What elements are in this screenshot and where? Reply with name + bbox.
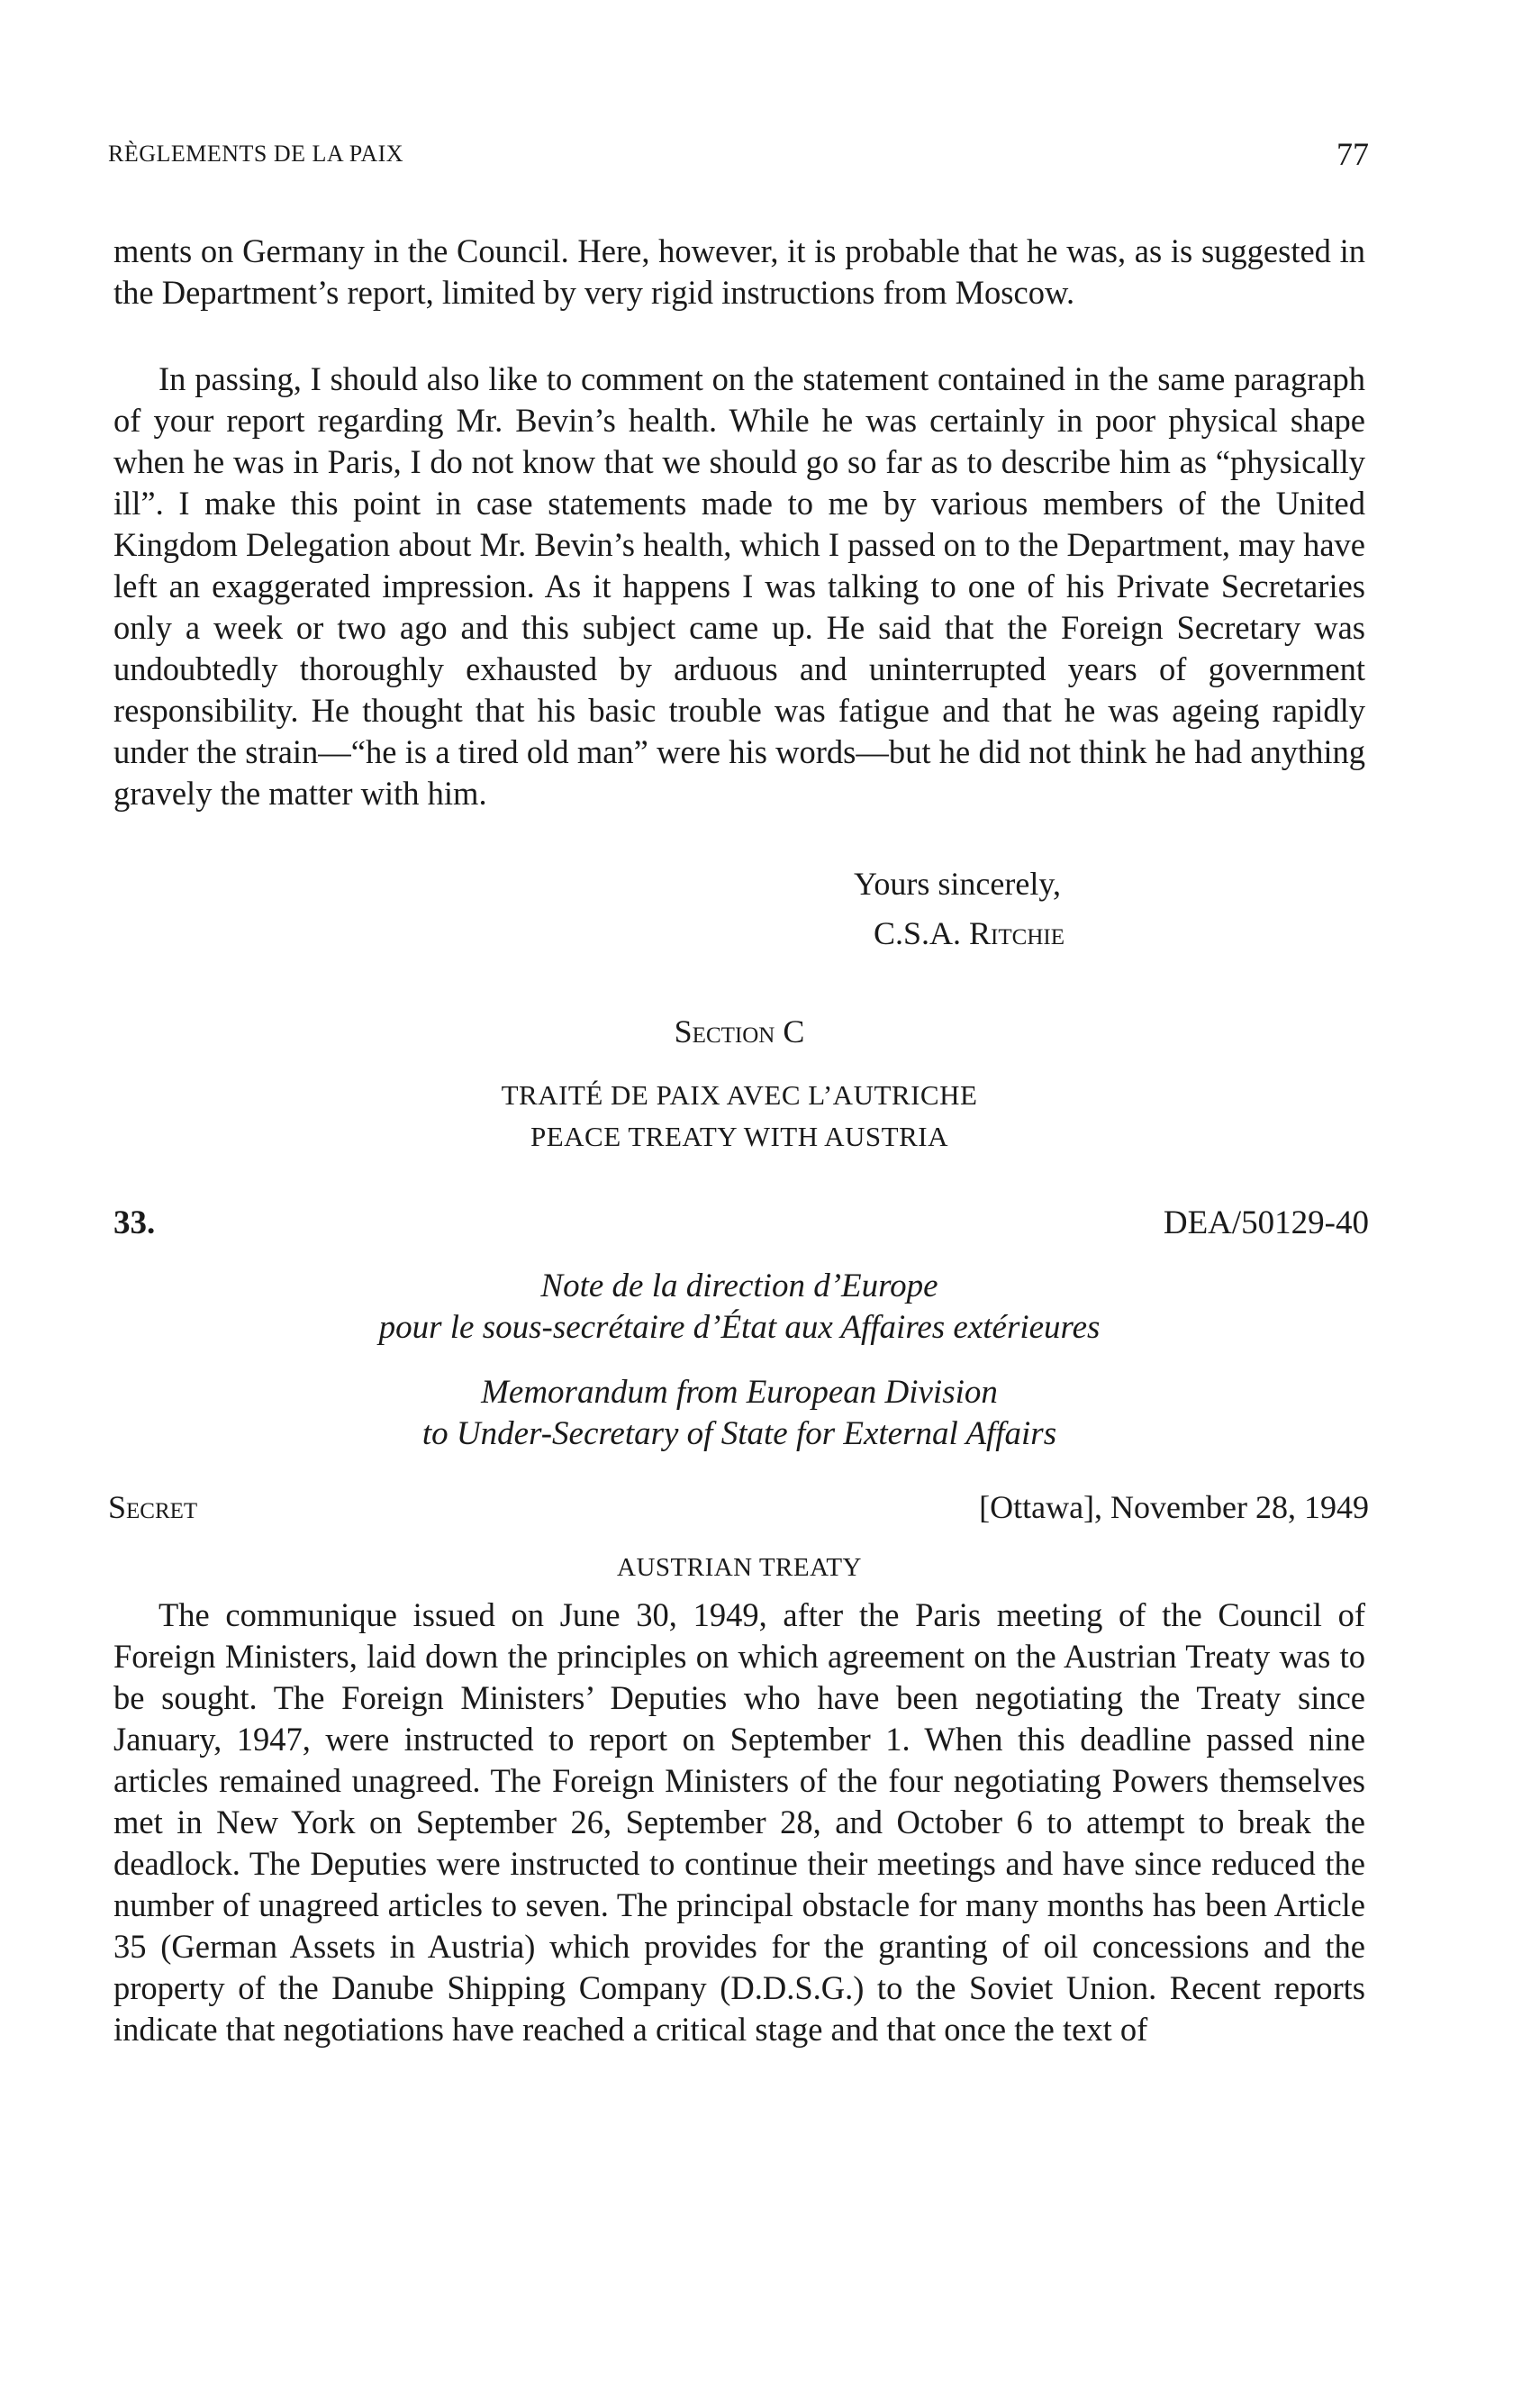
section-title-english: PEACE TREATY WITH AUSTRIA	[530, 1121, 948, 1152]
memorandum-body: The communique issued on June 30, 1949, after the Paris meeting of the Council of Foreign Ministers, laid down the principles on which agreement on the Austrian Treaty was to be sought. The Foreign Ministers’ Deputies who have been negotiating the Treaty since January, 1947, were instructed to report on September 1. When this deadline passed nine articles remained unagreed. The Foreign Ministers of the four negotiating Powers themselves met in New York on September 26, September 28, and October 6 to attempt to break the deadlock. The Deputies were instructed to continue their meetings and have since reduced the number of unagreed articles to seven. The principal obstacle for many months has been Article 35 (German Assets in Austria) which provides for the granting of oil concessions and the property of the Danube Shipping Company (D.D.S.G.) to the Soviet Union. Recent reports indicate that negotiations have reached a critical stage and that once the text of	[113, 1596, 1365, 2048]
page-number: 77	[1336, 136, 1369, 172]
document-reference: DEA/50129-40	[1163, 1204, 1369, 1241]
heading-french-line-2: pour le sous-secrétaire d’État aux Affaires extérieures	[378, 1309, 1101, 1346]
dateline: [Ottawa], November 28, 1949	[979, 1489, 1369, 1525]
letter-continuation-paragraph: ments on Germany in the Council. Here, however, it is probable that he was, as is suggested in the Department’s report, limited by very rigid instructions from Moscow.	[113, 232, 1365, 311]
running-title: RÈGLEMENTS DE LA PAIX	[108, 141, 404, 167]
heading-french-line-1: Note de la direction d’Europe	[540, 1268, 938, 1304]
running-header	[108, 135, 1369, 171]
letter-closing: Yours sincerely,	[854, 866, 1061, 902]
letter-signature: C.S.A. Ritchie	[874, 915, 1065, 951]
letter-second-paragraph: In passing, I should also like to comment on the statement contained in the same paragraph of your report regarding Mr. Bevin’s health. While he was certainly in poor physical shape when he was in Paris, I do not know that we should go so far as to describe him as “physically ill”. I make this point in case statements made to me by various members of the United Kingdom Delegation about Mr. Bevin’s health, which I passed on to the Department, may have left an exaggerated impression. As it happens I was talking to one of his Private Secretaries only a week or two ago and this subject came up. He said that the Foreign Secretary was undoubtedly thoroughly exhausted by arduous and uninterrupted years of government responsibility. He thought that his basic trouble was fatigue and that he was ageing rapidly under the strain—“he is a tired old man” were his words—but he did not think he had anything gravely the matter with him.	[113, 360, 1365, 812]
section-heading: Section C	[674, 1013, 805, 1050]
document-subject: AUSTRIAN TREATY	[617, 1553, 862, 1582]
section-title-french: TRAITÉ DE PAIX AVEC L’AUTRICHE	[501, 1079, 978, 1111]
document-number: 33.	[113, 1204, 156, 1241]
classification-label: Secret	[108, 1489, 198, 1525]
heading-english-line-2: to Under-Secretary of State for External Affairs	[421, 1415, 1057, 1452]
heading-english-line-1: Memorandum from European Division	[481, 1374, 998, 1411]
